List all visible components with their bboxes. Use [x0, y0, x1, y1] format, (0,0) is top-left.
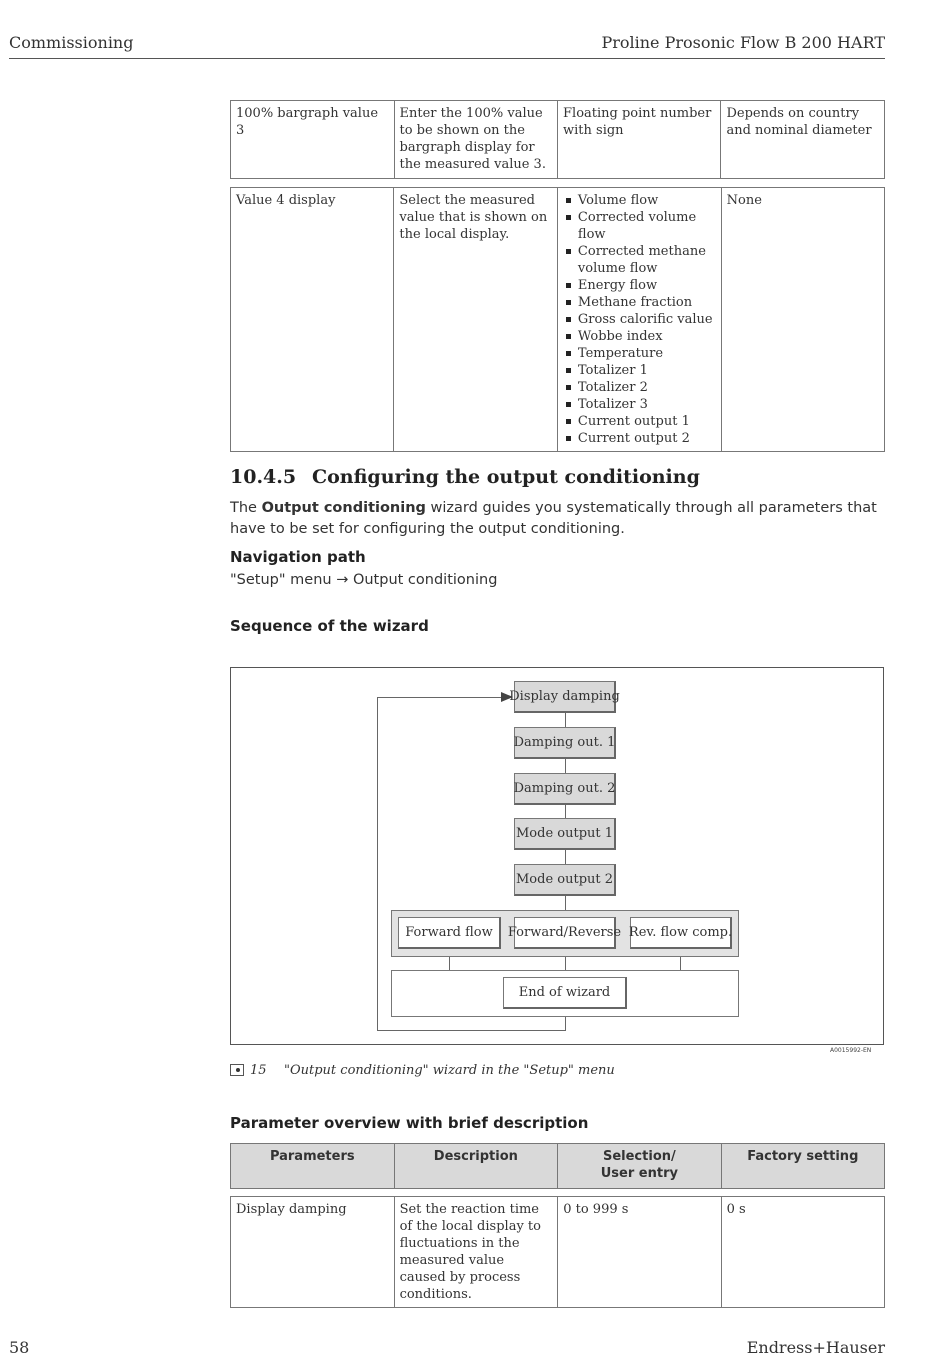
list-item: Gross calorific value [563, 311, 716, 328]
table-cell-selection: 0 to 999 s [558, 1197, 721, 1308]
table-cell-description: Set the reaction time of the local display to fluctuations in the measured value caused by process conditions. [394, 1197, 558, 1308]
diagram-node-mode-output-2: Mode output 2 [514, 864, 616, 896]
table-cell-parameter: Value 4 display [231, 188, 394, 452]
sequence-heading: Sequence of the wizard [230, 617, 429, 635]
diagram-node-damping-out-2: Damping out. 2 [514, 773, 616, 805]
nav-path-end: Output conditioning [352, 572, 498, 588]
list-item: Totalizer 2 [563, 379, 716, 396]
nav-path [230, 570, 497, 591]
column-header-parameters: Parameters [231, 1144, 395, 1189]
overview-table-row [230, 1196, 885, 1308]
connector-line [449, 957, 450, 970]
figure-icon [230, 1064, 244, 1076]
header-section-title: Commissioning [9, 33, 134, 52]
loop-line-top [377, 697, 507, 698]
overview-table-header [230, 1143, 885, 1189]
header-rule [9, 58, 885, 59]
table-cell-parameter: Display damping [231, 1197, 395, 1308]
parameter-table-row-value4 [230, 187, 885, 452]
connector-line [565, 712, 566, 728]
list-item: Totalizer 3 [563, 396, 716, 413]
diagram-node-display-damping: Display damping [514, 681, 616, 713]
option-list [563, 192, 716, 447]
column-header-factory: Factory setting [721, 1144, 884, 1189]
page-number: 58 [9, 1338, 30, 1357]
list-item: Temperature [563, 345, 716, 362]
section-number: 10.4.5 [230, 466, 297, 488]
section-intro [230, 498, 890, 540]
table-cell-description: Enter the 100% value to be shown on the bargraph display for the measured value 3. [394, 101, 558, 179]
connector-line [680, 957, 681, 970]
diagram-choice-rev-flow-comp: Rev. flow comp. [630, 917, 732, 949]
intro-wizard-name: Output conditioning [261, 500, 426, 516]
table-cell-factory: Depends on country and nominal diameter [721, 101, 885, 179]
list-item: Current output 1 [563, 413, 716, 430]
table-cell-selection: Floating point number with sign [558, 101, 721, 179]
diagram-choice-forward-flow: Forward flow [398, 917, 501, 949]
footer-brand: Endress+Hauser [746, 1338, 885, 1357]
list-item: Current output 2 [563, 430, 716, 447]
list-item: Volume flow [563, 192, 716, 209]
connector-line [565, 957, 566, 970]
table-cell-selection [557, 188, 721, 452]
table-cell-parameter: 100% bargraph value 3 [231, 101, 395, 179]
caption-number: 15 [250, 1063, 267, 1078]
diagram-choice-forward-reverse: Forward/Reverse [514, 917, 616, 949]
loop-line-bottom [377, 1030, 566, 1031]
list-item: Corrected volume flow [563, 209, 716, 243]
caption-text: "Output conditioning" wizard in the "Setup" menu [284, 1063, 615, 1078]
diagram-node-damping-out-1: Damping out. 1 [514, 727, 616, 759]
loop-line-left [377, 697, 378, 1030]
arrow-right-icon: → [336, 572, 349, 588]
intro-text: The [230, 500, 262, 516]
list-item: Methane fraction [563, 294, 716, 311]
overview-heading: Parameter overview with brief description [230, 1114, 589, 1132]
column-header-description: Description [394, 1144, 558, 1189]
list-item: Corrected methane volume flow [563, 243, 716, 277]
column-header-selection: Selection/ User entry [558, 1144, 721, 1189]
figure-code: A0015992-EN [830, 1047, 872, 1054]
connector-line [565, 758, 566, 774]
table-cell-factory: 0 s [721, 1197, 884, 1308]
parameter-table-row-bargraph [230, 100, 885, 179]
connector-line [565, 895, 566, 911]
list-item: Totalizer 1 [563, 362, 716, 379]
section-title: Configuring the output conditioning [312, 466, 700, 488]
list-item: Wobbe index [563, 328, 716, 345]
loop-line-up [565, 1016, 566, 1030]
intro-text: wizard guides you systematically through all parameters that have to be set for configuring the output conditioning. [230, 500, 877, 537]
nav-heading: Navigation path [230, 548, 366, 566]
nav-path-start: "Setup" menu [230, 572, 332, 588]
table-cell-factory: None [721, 188, 884, 452]
diagram-node-end-of-wizard: End of wizard [503, 977, 627, 1009]
list-item: Energy flow [563, 277, 716, 294]
table-cell-description: Select the measured value that is shown on the local display. [394, 188, 558, 452]
diagram-node-mode-output-1: Mode output 1 [514, 818, 616, 850]
header-product-title: Proline Prosonic Flow B 200 HART [601, 33, 885, 52]
